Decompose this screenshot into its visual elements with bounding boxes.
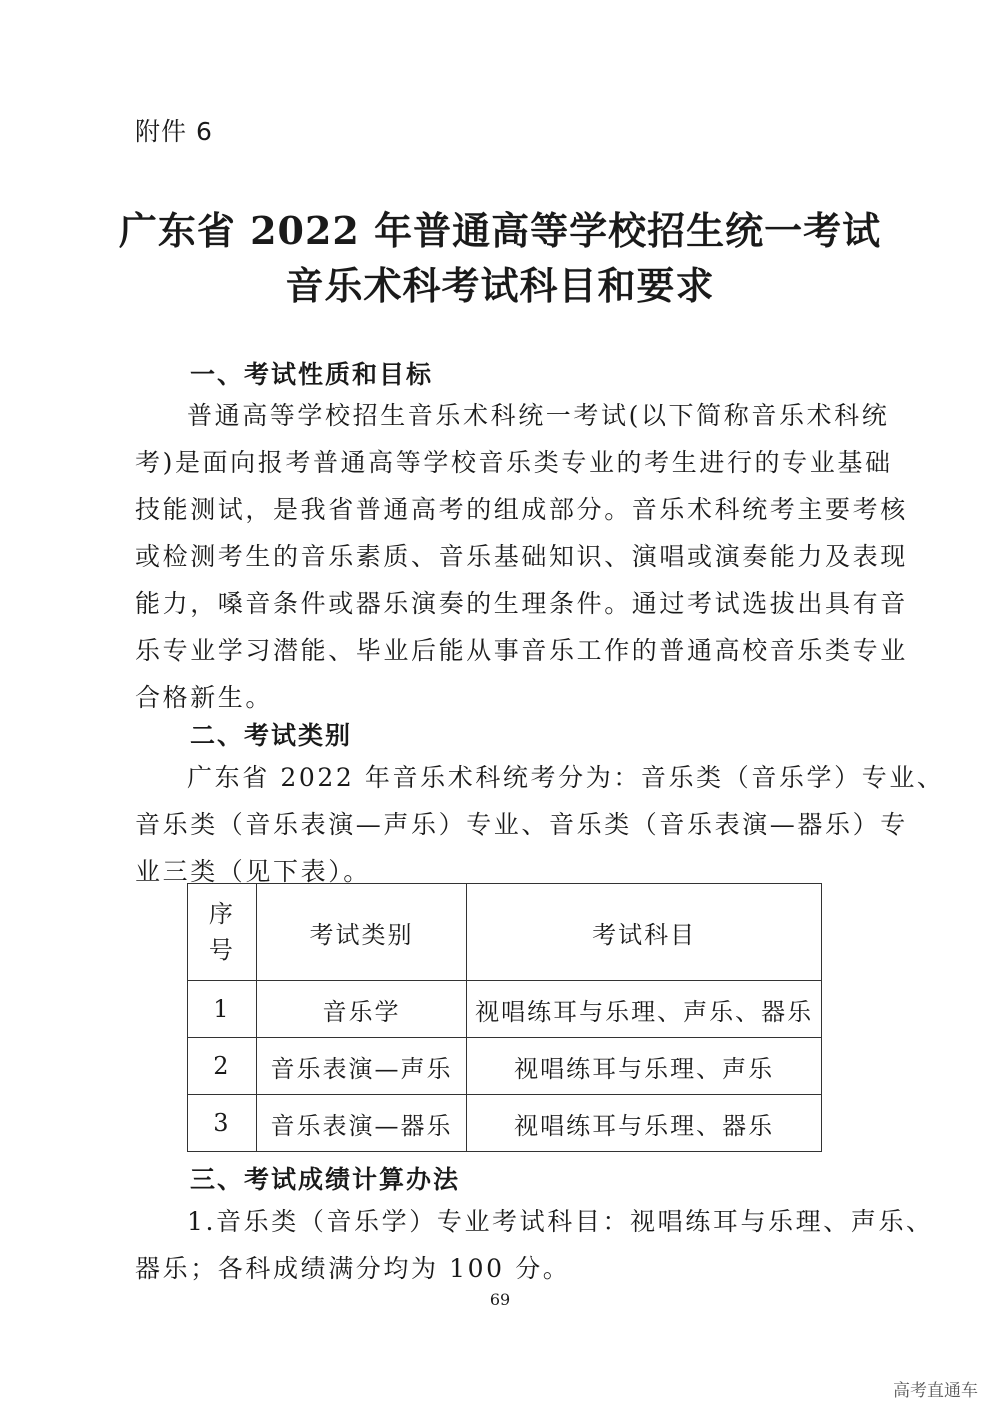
section-heading-3: 三、考试成绩计算办法 (190, 1165, 461, 1194)
paragraph-line: 音乐类（音乐表演—声乐）专业、音乐类（音乐表演—器乐）专 (135, 810, 908, 839)
header-index (188, 884, 257, 981)
paragraph-line: 器乐；各科成绩满分均为 100 分。 (135, 1254, 571, 1283)
document-title-line-1: 广东省 2022 年普通高等学校招生统一考试 (118, 208, 882, 253)
paragraph-line: 或检测考生的音乐素质、音乐基础知识、演唱或演奏能力及表现 (135, 542, 908, 571)
watermark: 高考直通车 (893, 1381, 978, 1401)
header-index-bottom: 号 (208, 936, 235, 964)
paragraph-line: 广东省 2022 年音乐术科统考分为：音乐类（音乐学）专业、 (187, 763, 945, 792)
row-category: 音乐表演—声乐 (256, 1038, 467, 1095)
row-category: 音乐学 (256, 981, 467, 1038)
paragraph-line: 普通高等学校招生音乐术科统一考试(以下简称音乐术科统 (187, 401, 890, 430)
exam-subjects-table (187, 883, 822, 1152)
attachment-label: 附件 6 (135, 117, 213, 146)
paragraph-line: 1.音乐类（音乐学）专业考试科目：视唱练耳与乐理、声乐、 (187, 1207, 934, 1236)
paragraph-line: 技能测试，是我省普通高考的组成部分。音乐术科统考主要考核 (135, 495, 908, 524)
table-row (188, 1038, 822, 1095)
document-title-line-2: 音乐术科考试科目和要求 (285, 263, 715, 308)
row-category: 音乐表演—器乐 (256, 1095, 467, 1152)
row-subjects: 视唱练耳与乐理、声乐、器乐 (467, 981, 822, 1038)
header-index-top: 序 (208, 900, 235, 928)
table-row (188, 981, 822, 1038)
table-header-row (188, 884, 822, 981)
row-subjects: 视唱练耳与乐理、器乐 (467, 1095, 822, 1152)
header-category: 考试类别 (256, 884, 467, 981)
section-heading-2: 二、考试类别 (190, 721, 353, 750)
section-3-paragraph (135, 1198, 934, 1292)
paragraph-line: 考)是面向报考普通高等学校音乐类专业的考生进行的专业基础 (135, 448, 893, 477)
section-1-paragraph (135, 392, 908, 721)
section-heading-1: 一、考试性质和目标 (190, 360, 434, 389)
paragraph-line: 能力，嗓音条件或器乐演奏的生理条件。通过考试选拔出具有音 (135, 589, 908, 618)
row-index: 3 (188, 1095, 257, 1152)
row-subjects: 视唱练耳与乐理、声乐 (467, 1038, 822, 1095)
paragraph-line: 合格新生。 (135, 683, 274, 712)
paragraph-line: 业三类（见下表）。 (135, 857, 371, 886)
page-number: 69 (489, 1290, 511, 1309)
row-index: 1 (188, 981, 257, 1038)
row-index: 2 (188, 1038, 257, 1095)
header-subjects: 考试科目 (467, 884, 822, 981)
table-row (188, 1095, 822, 1152)
paragraph-line: 乐专业学习潜能、毕业后能从事音乐工作的普通高校音乐类专业 (135, 636, 908, 665)
section-2-paragraph (135, 754, 945, 895)
